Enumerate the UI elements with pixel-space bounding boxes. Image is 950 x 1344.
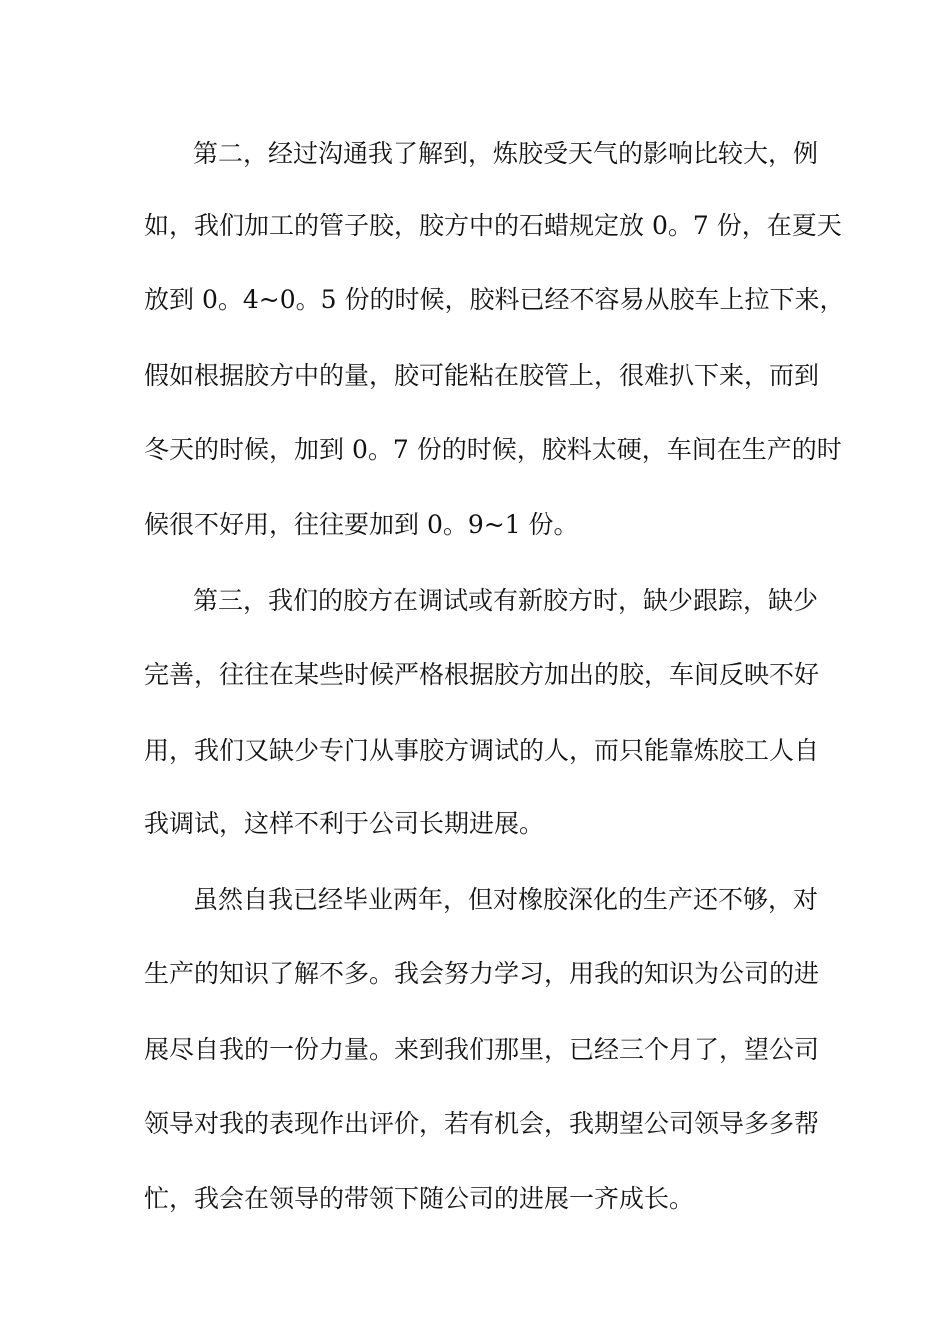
paragraph-4-line-4: 领导对我的表现作出评价，若有机会，我期望公司领导多多帮: [144, 1109, 820, 1138]
paragraph-3-line-2: 完善，往往在某些时候严格根据胶方加出的胶，车间反映不好: [144, 660, 820, 689]
paragraph-2-line-1: 第二，经过沟通我了解到，炼胶受天气的影响比较大，例: [193, 139, 819, 168]
paragraph-2-line-4: 假如根据胶方中的量，胶可能粘在胶管上，很难扒下来，而到: [144, 361, 820, 390]
paragraph-2-line-3: 放到 0。4~0。5 份的时候，胶料已经不容易从胶车上拉下来，: [144, 285, 845, 314]
paragraph-2-line-5: 冬天的时候，加到 0。7 份的时候，胶料太硬，车间在生产的时: [144, 435, 842, 464]
paragraph-3-line-4: 我调试，这样不利于公司长期进展。: [144, 809, 545, 838]
paragraph-4-line-3: 展尽自我的一份力量。来到我们那里，已经三个月了，望公司: [144, 1035, 820, 1064]
paragraph-4-line-2: 生产的知识了解不多。我会努力学习，用我的知识为公司的进: [144, 959, 820, 988]
paragraph-2-line-6: 候很不好用，往往要加到 0。9~1 份。: [144, 510, 579, 539]
paragraph-3-line-1: 第三，我们的胶方在调试或有新胶方时，缺少跟踪，缺少: [193, 586, 819, 615]
paragraph-4-line-1: 虽然自我已经毕业两年，但对橡胶深化的生产还不够，对: [193, 885, 819, 914]
paragraph-4-line-5: 忙，我会在领导的带领下随公司的进展一齐成长。: [144, 1184, 695, 1213]
paragraph-2-line-2: 如，我们加工的管子胶，胶方中的石蜡规定放 0。7 份，在夏天: [144, 211, 842, 240]
paragraph-3-line-3: 用，我们又缺少专门从事胶方调试的人，而只能靠炼胶工人自: [144, 736, 820, 765]
